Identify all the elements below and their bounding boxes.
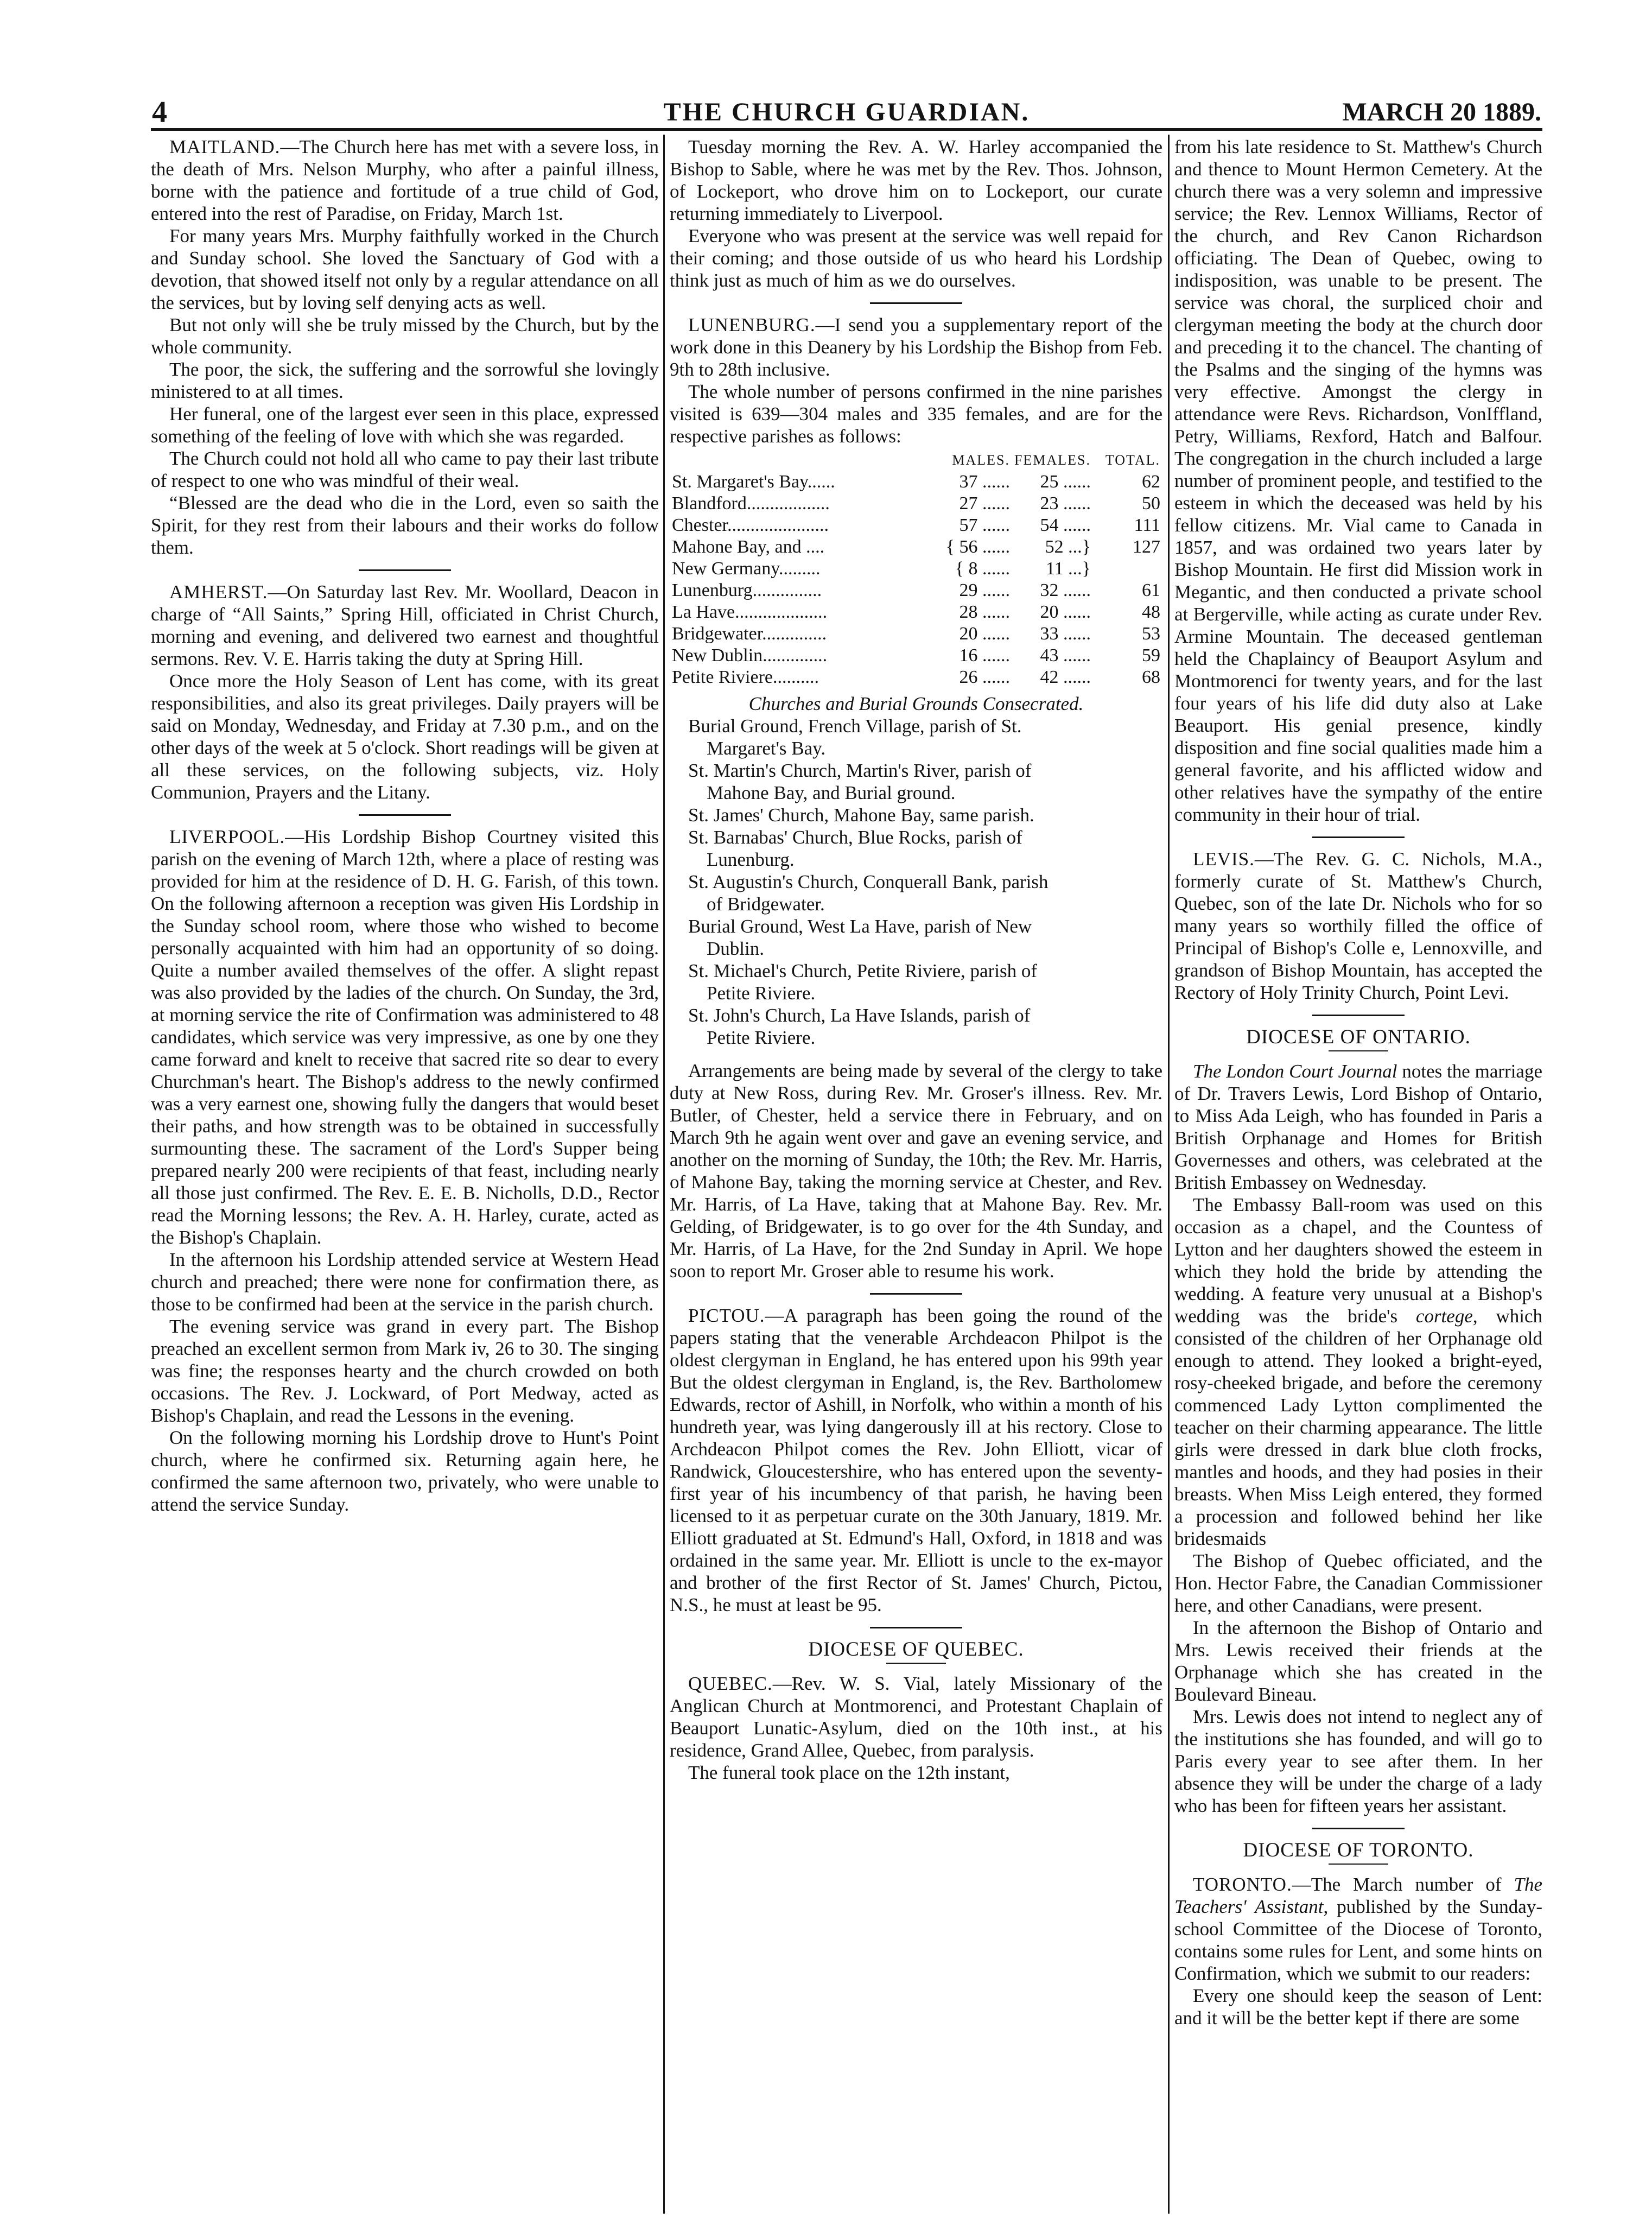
table-cell-males: 37 ...... bbox=[959, 472, 1011, 492]
table-cell-parish: St. Margaret's Bay...... bbox=[672, 472, 835, 492]
maitland-paragraph: But not only will she be truly missed by the Church, but by the whole community. bbox=[151, 314, 659, 358]
liverpool-paragraph: Everyone who was present at the service was well repaid for their coming; and those outside of us who heard his Lordship think just as much of him as we do ourselves. bbox=[670, 225, 1162, 291]
table-cell-females: 32 ...... bbox=[1040, 580, 1091, 600]
consecrated-heading: Churches and Burial Grounds Consecrated. bbox=[748, 693, 1084, 714]
header-females: FEMALES. bbox=[1014, 452, 1091, 468]
article-heading-pictou: PICTOU. bbox=[688, 1305, 765, 1326]
diocese-rule bbox=[1329, 1050, 1388, 1051]
table-cell-parish: Petite Riviere.......... bbox=[672, 667, 819, 687]
table-cell-males: 26 ...... bbox=[959, 667, 1011, 687]
table-row bbox=[670, 623, 1162, 645]
amherst-paragraph: Once more the Holy Season of Lent has come, with its great responsibilities, and also its great privileges. Daily prayers will be said on Monday, Wednesday, and Friday at 7.30 p.m., and on the other days of the week at 5 o'clock. Short readings will be given at all these services, on the following subjects, viz. Holy Communion, Prayers and the Litany. bbox=[151, 670, 659, 803]
list-item bbox=[670, 960, 1162, 1004]
table-cell-females: 33 ...... bbox=[1040, 624, 1091, 644]
maitland-paragraph: The poor, the sick, the suffering and the sorrowful she lovingly ministered to at all times. bbox=[151, 359, 659, 402]
maitland-paragraph bbox=[151, 136, 659, 225]
table-row bbox=[670, 558, 1162, 580]
journal-title: The London Court Journal bbox=[1193, 1061, 1397, 1082]
table-cell-parish: Mahone Bay, and .... bbox=[672, 537, 825, 557]
article-heading-amherst: AMHERST. bbox=[169, 581, 268, 603]
header-males: MALES. bbox=[952, 452, 1011, 468]
table-cell-males: 57 ...... bbox=[959, 515, 1011, 535]
article-heading-lunenburg: LUNENBURG. bbox=[688, 314, 816, 335]
table-cell-males: 20 ...... bbox=[959, 624, 1011, 644]
maitland-paragraph: Her funeral, one of the largest ever seen in this place, expressed something of the feeling of love with which she was regarded. bbox=[151, 403, 659, 447]
column-2 bbox=[670, 136, 1162, 2220]
toronto-paragraph: Every one should keep the season of Lent: and it will be the better kept if there are some bbox=[1174, 1985, 1542, 2029]
ontario-paragraph: The Bishop of Quebec officiated, and the Hon. Hector Fabre, the Canadian Commissioner here, and other Canadians, were present. bbox=[1174, 1550, 1542, 1616]
list-item-line: St. Michael's Church, Petite Riviere, parish of bbox=[688, 960, 1037, 981]
article-text: —A paragraph has been going the round of the papers stating that the venerable Archdeacon Philpot is the oldest clergyman in England, he has entered upon his 99th year But the oldest clergyman in England, is, the Rev. Bartholomew Edwards, rector of Ashill, in Norfolk, who within a month of his hundreth year, was lying dangerously ill at his rectory. Close to Archdeacon Philpot comes the Rev. John Elliott, vicar of Randwick, Gloucestershire, who has entered upon the seventy-first year of his incumbency of that parish, he having been licensed to it as perpetuar curate on the 30th January, 1819. Mr. Elliott graduated at St. Edmund's Hall, Oxford, in 1818 and was ordained in the same year. Mr. Elliott is uncle to the ex-mayor and brother of the first Rector of St. James' Church, Pictou, N.S., he must at least be 95. bbox=[670, 1305, 1162, 1615]
table-cell-females: 54 ...... bbox=[1040, 515, 1091, 535]
table-cell-total: 68 bbox=[1142, 667, 1160, 687]
table-row bbox=[670, 667, 1162, 688]
issue-date: MARCH 20 1889. bbox=[1342, 98, 1541, 126]
quebec-paragraph: The funeral took place on the 12th instant, bbox=[688, 1762, 1010, 1783]
article-text: —His Lordship Bishop Courtney visited this parish on the evening of March 12th, where a place of resting was provided for him at the residence of D. H. G. Farish, of this town. On the following afternoon a reception was given His Lordship in the Sunday school room, where those who wished to become personally acquainted with him had an opportunity of so doing. Quite a number availed themselves of the offer. A slight repast was also provided by the ladies of the church. On Sunday, the 3rd, at morning service the rite of Confirmation was administered to 48 candidates, which service was very impressive, as one by one they came forward and knelt to receive that sacred rite so dear to every Churchman's heart. The Bishop's address to the newly confirmed was a very earnest one, showing fully the dangers that would beset their paths, and how strength was to be obtained in successfully surmounting these. The sacrament of the Lord's Supper being prepared nearly 200 were recipients of that feast, including nearly all those just confirmed. The Rev. E. E. B. Nicholls, D.D., Rector read the Morning lessons; the Rev. A. H. Harley, curate, acted as the Bishop's Chaplain. bbox=[151, 826, 659, 1248]
list-item-line: St. Augustin's Church, Conquerall Bank, parish bbox=[688, 871, 1049, 892]
article-text: —Rev. W. S. Vial, lately Missionary of the Anglican Church at Montmorenci, and Protestant Chaplain of Beauport Lunatic-Asylum, died on the 10th inst., at his residence, Grand Allee, Quebec, from paralysis. bbox=[670, 1673, 1162, 1761]
table-row bbox=[670, 493, 1162, 515]
article-text: —The Rev. G. C. Nichols, M.A., formerly curate of St. Matthew's Church, Quebec, son of the late Dr. Nichols who for so many years so worthily filled the office of Principal of Bishop's Colle e, Lennoxville, and grandson of Bishop Mountain, has accepted the Rectory of Holy Trinity Church, Point Levi. bbox=[1174, 848, 1542, 1003]
table-cell-females: 42 ...... bbox=[1040, 667, 1091, 687]
diocese-rule bbox=[1329, 1864, 1388, 1865]
table-cell-parish: Chester...................... bbox=[672, 515, 829, 535]
table-cell-females: 52 ...} bbox=[1045, 537, 1091, 557]
list-item-continuation: Mahone Bay, and Burial ground. bbox=[707, 782, 956, 803]
table-cell-total: 61 bbox=[1142, 580, 1160, 600]
diocese-heading-toronto: DIOCESE OF TORONTO. bbox=[1243, 1839, 1474, 1861]
ontario-paragraph bbox=[1174, 1194, 1542, 1550]
table-row bbox=[670, 471, 1162, 493]
column-3 bbox=[1174, 136, 1542, 2220]
article-heading-quebec: QUEBEC. bbox=[688, 1673, 773, 1694]
table-row bbox=[670, 601, 1162, 623]
article-text: —I send you a supplementary report of the work done in this Deanery by his Lordship the Bishop from Feb. 9th to 28th inclusive. bbox=[670, 314, 1162, 380]
list-item bbox=[670, 826, 1162, 871]
table-cell-females: 20 ...... bbox=[1040, 602, 1091, 622]
article-text: —The Church here has met with a severe loss, in the death of Mrs. Nelson Murphy, who after a painful illness, borne with the patience and fortitude of a true child of God, entered into the rest of Paradise, on Friday, March 1st. bbox=[151, 136, 659, 224]
table-cell-total bbox=[1093, 558, 1162, 580]
table-cell-males: { 56 ...... bbox=[945, 537, 1011, 557]
header-total: TOTAL. bbox=[1105, 452, 1160, 468]
table-cell-parish: New Dublin.............. bbox=[672, 645, 828, 666]
levis-paragraph bbox=[1174, 848, 1542, 1004]
list-item-line: Burial Ground, French Village, parish of St. bbox=[688, 715, 1022, 737]
table-cell-parish: Lunenburg............... bbox=[672, 580, 822, 600]
section-rule bbox=[1312, 1828, 1405, 1829]
table-cell-males: 16 ...... bbox=[959, 645, 1011, 666]
page-number: 4 bbox=[152, 96, 167, 129]
article-heading-toronto: TORONTO. bbox=[1193, 1874, 1292, 1895]
section-rule bbox=[870, 1293, 962, 1295]
liverpool-paragraph: On the following morning his Lordship drove to Hunt's Point church, where he confirmed six. Returning again here, he confirmed the same afternoon two, privately, who were unable to attend the service Sunday. bbox=[151, 1427, 659, 1515]
article-text: The Embassy Ball-room was used on this occasion as a chapel, and the Countess of Lytton and her daughters showed the esteem in which they hold the bride by attending the wedding. A feature very unusual at a Bishop's wedding was the bride's bbox=[1174, 1194, 1542, 1327]
pictou-paragraph bbox=[670, 1304, 1162, 1616]
section-rule bbox=[359, 814, 451, 816]
article-heading-maitland: MAITLAND. bbox=[169, 136, 281, 157]
list-item-continuation: Lunenburg. bbox=[707, 849, 795, 870]
table-cell-males: 29 ...... bbox=[959, 580, 1011, 600]
table-cell-females: 25 ...... bbox=[1040, 472, 1091, 492]
list-item-line: St. John's Church, La Have Islands, parish of bbox=[688, 1005, 1031, 1026]
liverpool-paragraph: The evening service was grand in every part. The Bishop preached an excellent sermon from Mark iv, 26 to 30. The singing was fine; the responses hearty and the church crowded on both occasions. The Rev. J. Lockward, of Port Medway, acted as Bishop's Chaplain, and read the Lessons in the evening. bbox=[151, 1316, 659, 1426]
liverpool-paragraph bbox=[151, 826, 659, 1248]
table-cell-total: 53 bbox=[1142, 624, 1160, 644]
table-cell-total: 48 bbox=[1142, 602, 1160, 622]
diocese-heading-ontario: DIOCESE OF ONTARIO. bbox=[1246, 1026, 1471, 1048]
table-cell-parish: New Germany......... bbox=[672, 559, 821, 579]
maitland-paragraph: “Blessed are the dead who die in the Lord, even so saith the Spirit, for they rest from their labours and their works do follow them. bbox=[151, 492, 659, 558]
section-rule bbox=[359, 569, 451, 571]
section-rule bbox=[1312, 836, 1405, 838]
table-cell-males: { 8 ...... bbox=[955, 559, 1011, 579]
table-cell-males: 28 ...... bbox=[959, 602, 1011, 622]
column-1 bbox=[151, 136, 659, 2220]
list-item-continuation: Dublin. bbox=[707, 938, 764, 959]
list-item bbox=[670, 1004, 1162, 1049]
maitland-paragraph: The Church could not hold all who came to pay their last tribute of respect to one who was mindful of their weal. bbox=[151, 448, 659, 491]
column-rule-2 bbox=[1168, 135, 1170, 2214]
maitland-paragraph: For many years Mrs. Murphy faithfully worked in the Church and Sunday school. She loved the Sanctuary of God with a devotion, that showed itself not only by a regular attendance on all the services, but by loving self denying acts as well. bbox=[151, 225, 659, 313]
journal-title: The Teachers' Assistant bbox=[1174, 1874, 1542, 1917]
article-text-italic: cortege bbox=[1415, 1305, 1473, 1327]
table-cell-total: 62 bbox=[1142, 472, 1160, 492]
table-cell-parish: Bridgewater.............. bbox=[672, 624, 827, 644]
article-text: —The March number of bbox=[1292, 1874, 1514, 1895]
list-item-continuation: of Bridgewater. bbox=[707, 893, 825, 915]
article-text: —On Saturday last Rev. Mr. Woollard, Deacon in charge of “All Saints,” Spring Hill, officiated in Christ Church, morning and evening, and delivered two earnest and thoughtful sermons. Rev. V. E. Harris taking the duty at Spring Hill. bbox=[151, 581, 659, 669]
toronto-paragraph bbox=[1174, 1873, 1542, 1985]
table-header-row bbox=[670, 449, 1162, 471]
masthead-rule bbox=[151, 128, 1542, 131]
list-item-line: St. Martin's Church, Martin's River, parish of bbox=[688, 760, 1032, 781]
ontario-paragraph: Mrs. Lewis does not intend to neglect any of the institutions she has founded, and will go to Paris every year to see after them. In her absence they will be under the charge of a lady who has been for fifteen years her assistant. bbox=[1174, 1706, 1542, 1816]
consecrated-list bbox=[670, 715, 1162, 1049]
table-row bbox=[670, 580, 1162, 601]
table-cell-females: 43 ...... bbox=[1040, 645, 1091, 666]
list-item bbox=[670, 915, 1162, 960]
table-row bbox=[670, 515, 1162, 536]
masthead bbox=[152, 95, 1541, 128]
article-text: , published by the Sunday-school Committee of the Diocese of Toronto, contains some rules for Lent, and some hints on Confirmation, which we submit to our readers: bbox=[1174, 1896, 1542, 1984]
list-item-line: St. James' Church, Mahone Bay, same parish. bbox=[688, 804, 1034, 826]
lunenburg-paragraph: The whole number of persons confirmed in the nine parishes visited is 639—304 males and 335 females, and are for the respective parishes as follows: bbox=[670, 381, 1162, 447]
table-cell-total: 59 bbox=[1142, 645, 1160, 666]
table-cell-females: 23 ...... bbox=[1040, 493, 1091, 514]
lunenburg-paragraph bbox=[670, 314, 1162, 381]
table-cell-females: 11 ...} bbox=[1045, 559, 1091, 579]
table-cell-parish: Blandford.................. bbox=[672, 493, 830, 514]
list-item-line: Burial Ground, West La Have, parish of New bbox=[688, 916, 1032, 937]
table-cell-total: 50 bbox=[1142, 493, 1160, 514]
newspaper-title: THE CHURCH GUARDIAN. bbox=[663, 98, 1030, 126]
list-item-continuation: Petite Riviere. bbox=[707, 983, 816, 1004]
table-row bbox=[670, 536, 1162, 558]
list-item-continuation: Petite Riviere. bbox=[707, 1027, 816, 1048]
article-heading-levis: LEVIS. bbox=[1193, 848, 1255, 870]
ontario-paragraph: In the afternoon the Bishop of Ontario and Mrs. Lewis received their friends at the Orphanage which she has created in the Boulevard Bineau. bbox=[1174, 1617, 1542, 1705]
diocese-heading-quebec: DIOCESE OF QUEBEC. bbox=[808, 1638, 1024, 1660]
section-rule bbox=[1312, 1015, 1405, 1016]
table-cell-parish: La Have.................... bbox=[672, 602, 828, 622]
table-cell-total: 127 bbox=[1133, 537, 1160, 557]
list-item bbox=[670, 715, 1162, 759]
liverpool-paragraph: In the afternoon his Lordship attended service at Western Head church and preached; there were none for confirmation there, as those to be confirmed had been at the service in the parish church. bbox=[151, 1249, 659, 1315]
article-heading-liverpool: LIVERPOOL. bbox=[169, 826, 285, 847]
table-cell-total: 111 bbox=[1134, 515, 1160, 535]
quebec-paragraph: from his late residence to St. Matthew's Church and thence to Mount Hermon Cemetery. At the church there was a very solemn and impressive service; the Rev. Lennox Williams, Rector of the church, and Rev Canon Richardson officiating. The Dean of Quebec, owing to indisposition, was unable to be present. The service was choral, the surpliced choir and clergyman meeting the body at the church door and preceding it to the chancel. The chanting of the Psalms and the singing of the hymns was very effective. Amongst the clergy in attendance were Revs. Richardson, VonIffland, Petry, Williams, Rexford, Hatch and Balfour. The congregation in the church included a large number of prominent people, and testified to the esteem in which the deceased was held by his fellow citizens. Mr. Vial came to Canada in 1857, and was ordained two years later by Bishop Mountain. He first did Mission work in Megantic, and then conducted a private school at Bergerville, while acting as curate under Rev. Armine Mountain. The deceased gentleman held the Chaplaincy of Beauport Asylum and Montmorenci for twenty years, and for the last four years of his life did duty also at Lake Beauport. His genial presence, kindly disposition and fine social qualities made him a general favorite, and his afflicted widow and other relatives have the sympathy of the entire community in their hour of trial. bbox=[1174, 136, 1542, 825]
list-item-continuation: Margaret's Bay. bbox=[707, 738, 826, 759]
list-item bbox=[670, 871, 1162, 915]
list-item bbox=[670, 804, 1162, 826]
list-item-line: St. Barnabas' Church, Blue Rocks, parish of bbox=[688, 827, 1022, 848]
confirmation-table bbox=[670, 449, 1162, 688]
liverpool-paragraph: Tuesday morning the Rev. A. W. Harley accompanied the Bishop to Sable, where he was met by the Rev. Thos. Johnson, of Lockeport, who drove him on to Lockeport, our curate returning immediately to Liverpool. bbox=[670, 136, 1162, 224]
amherst-paragraph bbox=[151, 581, 659, 670]
table-cell-males: 27 ...... bbox=[959, 493, 1011, 514]
lunenburg-paragraph: Arrangements are being made by several of the clergy to take duty at New Ross, during Rev. Mr. Groser's illness. Rev. Mr. Butler, of Chester, held a service there in February, and on March 9th he again went over and gave an evening service, and another on the morning of Sunday, the 10th; the Rev. Mr. Harris, of Mahone Bay, taking the morning service at Chester, and Rev. Mr. Harris, of La Have, taking that at Mahone Bay. Rev. Mr. Gelding, of Bridgewater, is to go over for the 4th Sunday, and Mr. Harris, of La Have, for the 2nd Sunday in April. We hope soon to report Mr. Groser able to resume his work. bbox=[670, 1060, 1162, 1282]
ontario-paragraph bbox=[1174, 1060, 1542, 1194]
article-text: notes the marriage of Dr. Travers Lewis, Lord Bishop of Ontario, to Miss Ada Leigh, who has founded in Paris a British Orphanage and Homes for British Governesses and others, was celebrated at the British Embassey on Wednesday. bbox=[1174, 1061, 1542, 1193]
section-rule bbox=[870, 1627, 962, 1628]
article-text: , which consisted of the children of her Orphanage old enough to attend. They looked a bright-eyed, rosy-cheeked brigade, and before the ceremony commenced Lady Lytton complimented the teacher on their charming appearance. The little girls were dressed in dark blue cloth frocks, mantles and hoods, and they had posies in their breasts. When Miss Leigh entered, they formed a procession and followed behind her like bridesmaids bbox=[1174, 1305, 1542, 1549]
column-rule-1 bbox=[663, 135, 665, 2214]
list-item bbox=[670, 759, 1162, 804]
table-row bbox=[670, 645, 1162, 667]
quebec-paragraph bbox=[670, 1672, 1162, 1761]
section-rule bbox=[870, 302, 962, 304]
diocese-rule bbox=[886, 1663, 946, 1664]
